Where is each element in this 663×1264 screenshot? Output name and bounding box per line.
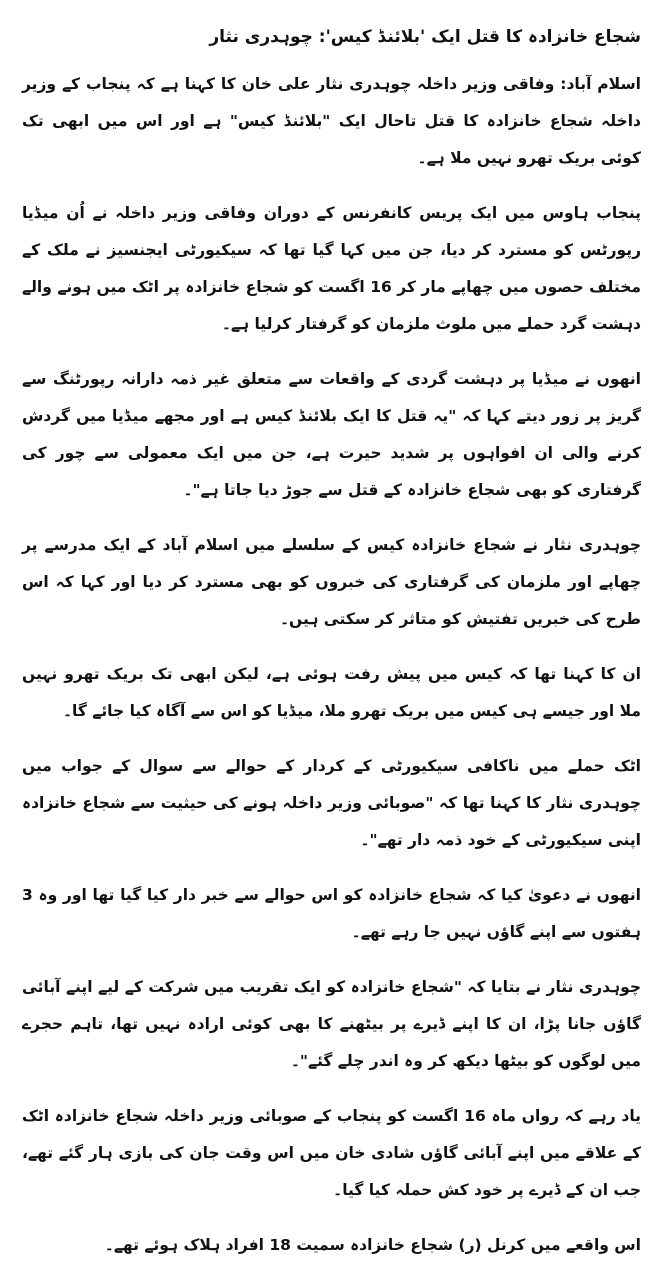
article-paragraph: یاد رہے کہ رواں ماہ 16 اگست کو پنجاب کے صوبائی وزیر داخلہ شجاع خانزادہ اٹک کے علاقے میں اپنے آبائی گاؤں شادی خان میں اس وقت جان کی بازی ہار گئے تھے، جب ان کے ڈیرے پر خود کش حملہ کیا گیا۔ <box>22 1107 641 1199</box>
article-paragraph: اسلام آباد: وفاقی وزیر داخلہ چوہدری نثار علی خان کا کہنا ہے کہ پنجاب کے وزیر داخلہ شجاع خانزادہ کا قتل تاحال ایک "بلائنڈ کیس" ہے اور اس میں ابھی تک کوئی بریک تھرو نہیں ملا ہے۔ <box>22 75 641 167</box>
article-paragraph: اٹک حملے میں ناکافی سیکیورٹی کے کردار کے حوالے سے سوال کے جواب میں چوہدری نثار کا کہنا تھا کہ "صوبائی وزیر داخلہ ہونے کی حیثیت سے شجاع خانزادہ اپنی سیکیورٹی کے خود ذمہ دار تھے"۔ <box>22 757 641 849</box>
article-paragraph: انھوں نے میڈیا پر دہشت گردی کے واقعات سے متعلق غیر ذمہ دارانہ رپورٹنگ سے گریز پر زور دیتے کہا کہ "یہ قتل کا ایک بلائنڈ کیس ہے اور مجھے میڈیا میں گردش کرنے والی ان افواہوں پر شدید حیرت ہے، جن میں ایک معمولی سے چور کی گرفتاری کو بھی شجاع خانزادہ کے قتل سے جوڑ دیا جاتا ہے"۔ <box>22 370 641 499</box>
article-paragraph: پنجاب ہاوس میں ایک پریس کانفرنس کے دوران وفاقی وزیر داخلہ نے اُن میڈیا رپورٹس کو مسترد کر دیا، جن میں کہا گیا تھا کہ سیکیورٹی ایجنسیز نے ملک کے مختلف حصوں میں چھاپے مار کر 16 اگست کو شجاع خانزادہ پر اٹک میں ہونے والے دہشت گرد حملے میں ملوث ملزمان کو گرفتار کرلیا ہے۔ <box>22 204 641 333</box>
article-paragraph: چوہدری نثار نے شجاع خانزادہ کیس کے سلسلے میں اسلام آباد کے ایک مدرسے پر چھاپے اور ملزمان کی گرفتاری کی خبروں کو بھی مسترد کر دیا اور کہا کہ اس طرح کی خبریں تفتیش کو متاثر کر سکتی ہیں۔ <box>22 536 641 628</box>
article-headline: شجاع خانزادہ کا قتل ایک 'بلائنڈ کیس': چوہدری نثار <box>209 27 641 47</box>
article-paragraph: اس واقعے میں کرنل (ر) شجاع خانزادہ سمیت 18 افراد ہلاک ہوئے تھے۔ <box>104 1236 641 1254</box>
article-paragraph: چوہدری نثار نے بتایا کہ "شجاع خانزادہ کو ایک تقریب میں شرکت کے لیے اپنے آبائی گاؤں جانا پڑا، ان کا اپنے ڈیرے پر بیٹھنے کا بھی کوئی ارادہ نہیں تھا، تاہم حجرے میں لوگوں کو بیٹھا دیکھ کر وہ اندر چلے گئے"۔ <box>22 978 641 1070</box>
article-paragraph: انھوں نے دعویٰ کیا کہ شجاع خانزادہ کو اس حوالے سے خبر دار کیا گیا تھا اور وہ 3 ہفتوں سے اپنے گاؤں نہیں جا رہے تھے۔ <box>22 886 641 941</box>
article-paragraph: ان کا کہنا تھا کہ کیس میں پیش رفت ہوئی ہے، لیکن ابھی تک بریک تھرو نہیں ملا اور جیسے ہی کیس میں بریک تھرو ملا، میڈیا کو اس سے آگاہ کیا جائے گا۔ <box>22 665 641 720</box>
